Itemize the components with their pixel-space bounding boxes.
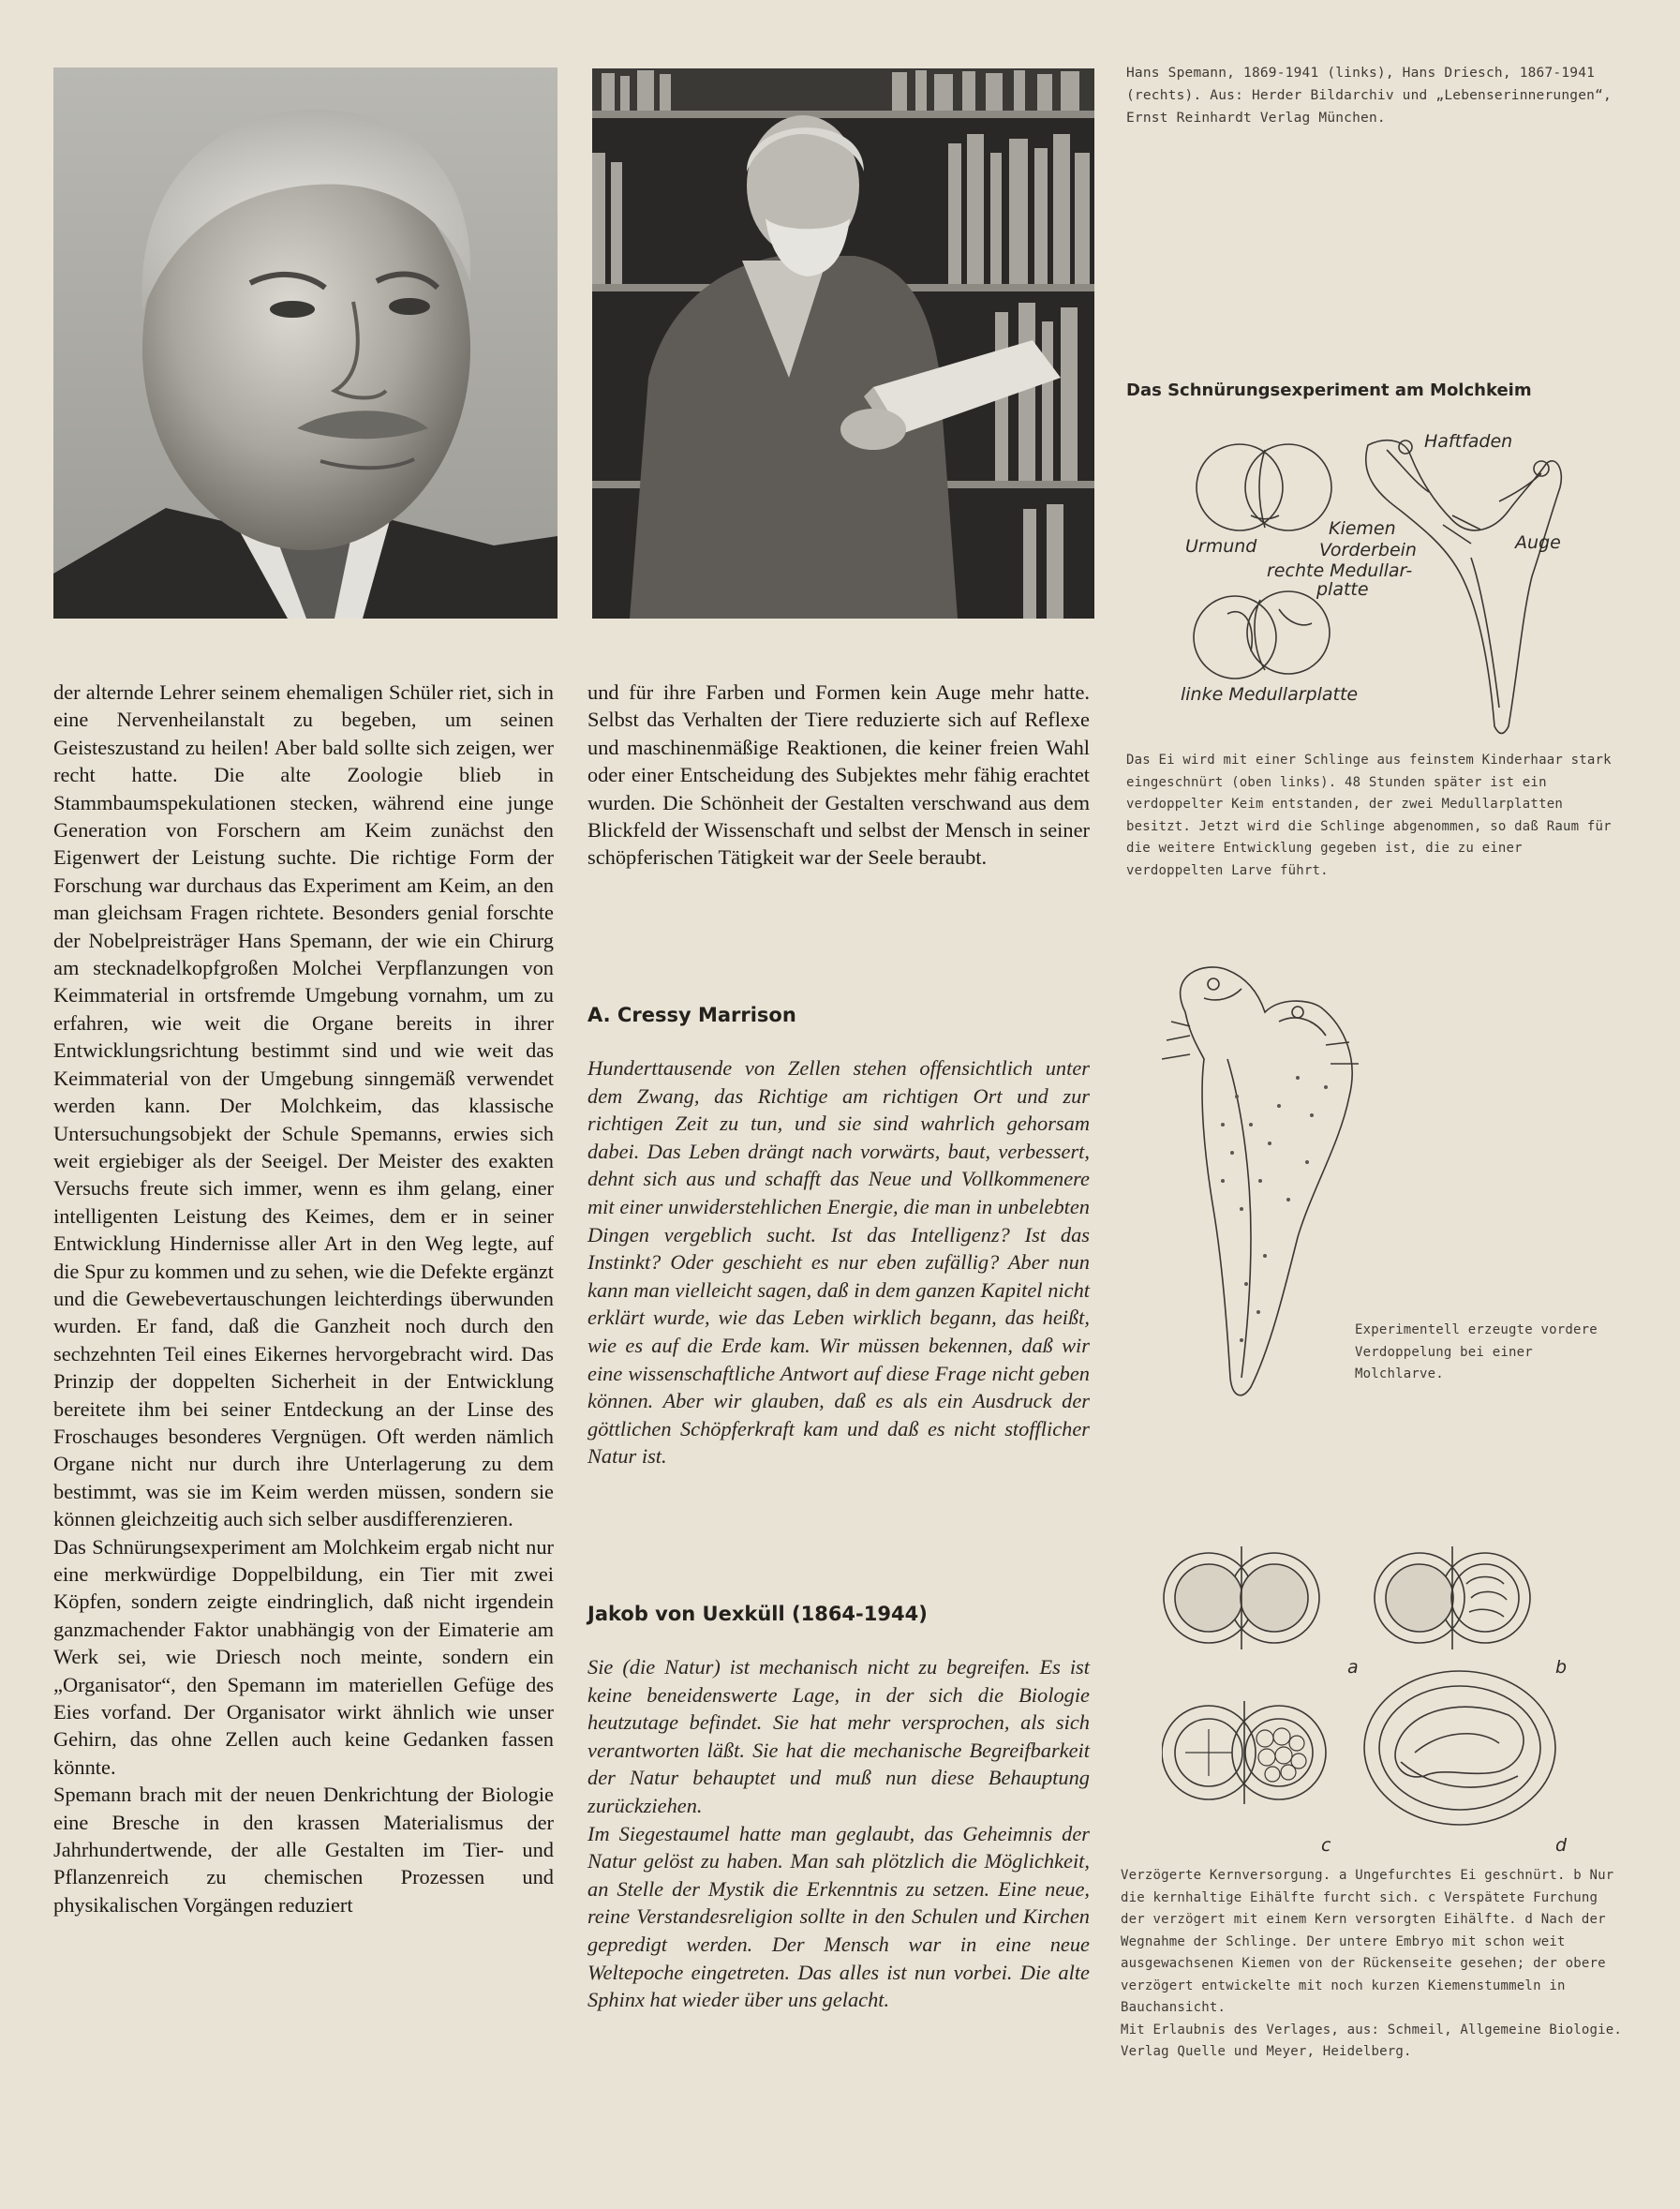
col1-paragraph-2: Das Schnürungsexperiment am Molchkeim ergab nicht nur eine merkwürdige Doppelbildung, ein Tier mit zwei Köpfen, sondern zeigte eindringlich, daß nicht irgendein ganzmachender Faktor unabhängig von der Eimaterie am Werk sei, wie Driesch noch meinte, sondern ein „Organisator“, den Spemann im materiellen Gefüge des Eies vorfand. Der Organisator wirkt ähnlich wie unser Gehirn, das ohne Zellen auch keine Gedanken fassen könnte.	[53, 1534, 554, 1779]
label-auge: Auge	[1515, 532, 1561, 553]
label-c: c	[1321, 1835, 1331, 1856]
label-linke-medullarplatte: linke Medullarplatte	[1181, 684, 1359, 705]
photo-caption: Hans Spemann, 1869-1941 (links), Hans Driesch, 1867-1941 (rechts). Aus: Herder Bildarchiv und „Lebenserinnerungen“, Ernst Reinhardt Verlag München.	[1126, 66, 1612, 126]
uexkuell-quote-p2: Im Siegestaumel hatte man geglaubt, das Geheimnis der Natur gelöst zu haben. Man sah plötzlich die Möglichkeit, an Stelle der Mystik die Erkenntnis zu setzen. Eine neue, reine Verstandesreligion sollte in den Schulen und Kirchen gepredigt werden. Der Mensch war in eine neue Weltepoche eingetreten. Das alles ist nun vorbei. Die alte Sphinx hat wieder über uns gelacht.	[587, 1821, 1090, 2012]
spemann-photo	[53, 67, 558, 619]
label-rechte-medullar: rechte Medullar-	[1267, 560, 1413, 581]
col1-paragraph-1: der alternde Lehrer seinem ehemaligen Schüler riet, sich in eine Nervenheilanstalt zu begeben, um seinen Geisteszustand zu heilen! Aber bald sollte sich zeigen, wer recht hatte. Die alte Zoologie blieb in Stammbaumspekulationen stecken, während eine junge Generation von Forschern am Keim zunächst den Eigenwert der Leistung suchte. Die richtige Form der Forschung war durchaus das Experiment am Keim, an den man gleichsam Fragen richtete. Besonders genial forschte der Nobelpreisträger Hans Spemann, der wie ein Chirurg am stecknadelkopfgroßen Molchei Verpflanzungen von Keimmaterial in ortsfremde Umgebung vornahm, um zu erfahren, wie weit die Organe bereits in ihrer Entwicklungsrichtung bestimmt sind und wie weit das Keimmaterial von der Umgebung sinngemäß verwendet werden kann. Der Molchkeim, das klassische Untersuchungsobjekt der Schule Spemanns, erwies sich weit ergiebiger als der Seeigel. Der Meister des exakten Versuchs freute sich immer, wenn es ihm gelang, einer intelligenten Leistung des Keimes, dem er in seiner Entwicklung Hindernisse aller Art in den Weg legte, auf die Spur zu kommen und zu sehen, wie die Defekte ergänzt und die Gewebevertauschungen leichterdings überwunden wurden. Er fand, daß die Ganzheit noch durch den sechzehnten Teil eines Eikernes hervorgebracht wird. Das Prinzip der doppelten Sicherheit in der Entwicklung bereitete ihm bei seiner Entdeckung an der Linse des Froschauges besonderes Vergnügen. Oft werden nämlich Organe nicht nur durch ihre Unterlagerung zu dem bestimmt, was sie im Keim werden müssen, sondern sie können gleichzeitig auch sich selber ausdifferenzieren.	[53, 680, 554, 1531]
column-1-text	[53, 679, 554, 1918]
figure-3-caption-text: Verzögerte Kernversorgung. a Ungefurchtes Ei geschnürt. b Nur die kernhaltige Eihälfte furcht sich. c Verspätete Furchung der verzögert mit einem Kern versorgten Eihälfte. d Nach der Wegnahme der Schlinge. Der untere Embryo mit schon weit ausgewachsenen Kiemen von der Rückenseite gesehen; der obere verzögert entwickelte mit noch kurzen Kiemenstummeln in Bauchansicht.	[1121, 1868, 1614, 2015]
label-platte: platte	[1316, 579, 1369, 600]
label-urmund: Urmund	[1185, 536, 1257, 557]
section-heading-uexkuell: Jakob von Uexküll (1864-1944)	[587, 1603, 928, 1625]
uexkuell-quote	[587, 1653, 1090, 2014]
figure-1-title: Das Schnürungsexperiment am Molchkeim	[1126, 381, 1532, 400]
figure-3-drawing	[1162, 1532, 1593, 1860]
figure-2-caption: Experimentell erzeugte vordere Verdoppelung bei einer Molchlarve.	[1355, 1322, 1598, 1381]
marrison-quote: Hunderttausende von Zellen stehen offensichtlich unter dem Zwang, das Richtige am richtigen Ort und zur richtigen Zeit zu tun, und sie sind wahrlich gehorsam dabei. Das Leben drängt nach vorwärts, baut, verbessert, dehnt sich aus und schafft das Neue und Vollkommenere mit einer unwiderstehlichen Energie, die man in unbelebten Dingen vergeblich sucht. Ist das Intelligenz? Ist das Instinkt? Oder geschieht es nur eben zufällig? Aber nun kann man vielleicht sagen, daß in dem ganzen Kapitel nicht erklärt wurde, wie das Leben wirklich begann, das heißt, wie es auf die Erde kam. Wir müssen bekennen, daß wir eine wissenschaftliche Antwort auf diese Frage nicht geben können. Aber wir glauben, daß es als ein Ausdruck der göttlichen Schöpferkraft kam und daß es nicht stofflicher Natur ist.	[587, 1056, 1090, 1469]
figure-1-drawing	[1171, 426, 1593, 745]
figure-2-drawing	[1148, 956, 1373, 1401]
figure-3-caption	[1121, 1865, 1622, 2064]
driesch-photo	[592, 68, 1094, 619]
label-a: a	[1347, 1657, 1359, 1678]
figure-1-caption: Das Ei wird mit einer Schlinge aus feinstem Kinderhaar stark eingeschnürt (oben links). 48 Stunden später ist ein verdoppelter Keim entstanden, der zwei Medullarplatten besitzt. Jetzt wird die Schlinge abgenommen, so daß Raum für die weitere Entwicklung gegeben ist, die zu einer verdoppelten Larve führt.	[1126, 753, 1612, 878]
label-haftfaden: Haftfaden	[1424, 431, 1513, 452]
label-kiemen: Kiemen	[1329, 518, 1396, 539]
column-2-intro: und für ihre Farben und Formen kein Auge mehr hatte. Selbst das Verhalten der Tiere reduzierte sich auf Reflexe und maschinenmäßige Reaktionen, die keiner freien Wahl oder einer Entscheidung des Subjektes mehr fähig erachtet wurden. Die Schönheit der Gestalten verschwand aus dem Blickfeld der Wissenschaft und selbst der Mensch in seiner schöpferischen Tätigkeit war der Seele beraubt.	[587, 680, 1090, 870]
figure-3-credit: Mit Erlaubnis des Verlages, aus: Schmeil, Allgemeine Biologie. Verlag Quelle und Meyer, Heidelberg.	[1121, 2022, 1622, 2059]
section-heading-marrison: A. Cressy Marrison	[587, 1004, 796, 1026]
uexkuell-quote-p1: Sie (die Natur) ist mechanisch nicht zu begreifen. Es ist keine beneidenswerte Lage, in der sich die Biologie heutzutage befindet. Sie hat mehr versprochen, als sich verantworten läßt. Sie hat die mechanische Begreifbarkeit der Natur behauptet und muß nun diese Behauptung zurückziehen.	[587, 1655, 1090, 1817]
col1-paragraph-3: Spemann brach mit der neuen Denkrichtung der Biologie eine Bresche in den krassen Materialismus der Jahrhundertwende, der alle Gestalten im Tier- und Pflanzenreich zu chemischen Prozessen und physikalischen Vorgängen reduziert	[53, 1783, 554, 1917]
label-vorderbein: Vorderbein	[1319, 540, 1417, 560]
label-b: b	[1555, 1657, 1568, 1678]
label-d: d	[1555, 1835, 1568, 1856]
